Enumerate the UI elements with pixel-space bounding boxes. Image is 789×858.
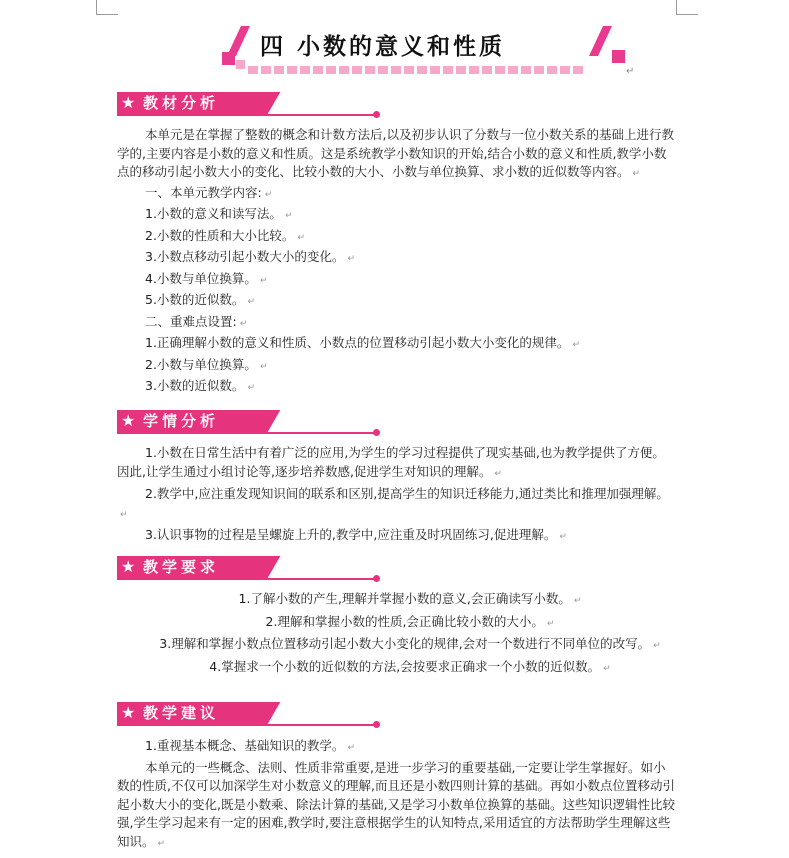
title-decor-square [236,60,245,69]
section-header-student-analysis [117,410,387,434]
section-title: 学情分析 [143,412,220,430]
subheading: 一、本单元教学内容: ↵ [117,184,677,205]
paragraph: 2.教学中,应注重发现知识间的联系和区别,提高学生的知识迁移能力,通过类比和推理加强理解。 ↵ [117,485,677,524]
section-body-textbook-analysis [117,126,677,398]
list-item: 1.小数的意义和读写法。 ↵ [117,205,677,226]
chapter-title: 四 小数的意义和性质 [260,33,506,60]
section-title: 教学要求 [143,558,220,576]
title-decor-square [222,52,235,65]
star-icon: ★ [121,703,136,722]
paragraph: 3.认识事物的过程是呈螺旋上升的,教学中,应注重及时巩固练习,促进理解。 ↵ [117,526,677,547]
title-decor-dots [248,66,583,74]
section-header-textbook-analysis [117,92,387,116]
section-body-teaching-requirements [140,590,680,678]
crop-mark-top-left-h [96,14,118,15]
subheading: 二、重难点设置: ↵ [117,313,677,334]
list-item: 1.正确理解小数的意义和性质、小数点的位置移动引起小数大小变化的规律。 ↵ [117,334,677,355]
star-icon: ★ [121,411,136,430]
list-item: 5.小数的近似数。 ↵ [117,291,677,312]
paragraph: 1.重视基本概念、基础知识的教学。 ↵ [117,737,677,758]
section-body-student-analysis [117,444,677,547]
section-body-teaching-suggestions [117,737,677,853]
crop-mark-top-left-v [96,0,97,14]
section-title: 教材分析 [143,94,220,112]
list-item: 2.小数的性质和大小比较。 ↵ [117,227,677,248]
paragraph-mark: ↵ [626,66,635,77]
paragraph: 1.小数在日常生活中有着广泛的应用,为学生的学习过程提供了现实基础,也为教学提供了方便。因此,让学生通过小组讨论等,逐步培养数感,促进学生对知识的理解。 ↵ [117,444,677,483]
crop-mark-top-right-v [676,0,677,14]
chapter-title-banner [220,22,630,80]
list-item: 1.了解小数的产生,理解并掌握小数的意义,会正确读写小数。 ↵ [140,590,680,611]
section-header-teaching-requirements [117,556,387,580]
list-item: 3.小数的近似数。 ↵ [117,377,677,398]
section-header-teaching-suggestions [117,702,387,726]
list-item: 2.小数与单位换算。 ↵ [117,356,677,377]
crop-mark-top-right-h [676,14,698,15]
list-item: 2.理解和掌握小数的性质,会正确比较小数的大小。 ↵ [140,613,680,634]
list-item: 3.理解和掌握小数点位置移动引起小数大小变化的规律,会对一个数进行不同单位的改写。 ↵ [140,635,680,656]
star-icon: ★ [121,557,136,576]
list-item: 4.掌握求一个小数的近似数的方法,会按要求正确求一个小数的近似数。 ↵ [140,658,680,679]
paragraph: 本单元是在掌握了整数的概念和计数方法后,以及初步认识了分数与一位小数关系的基础上进行教学的,主要内容是小数的意义和性质。这是系统教学小数知识的开始,结合小数的意义和性质,教学小数点的移动引起小数大小的变化、比较小数的大小、小数与单位换算、求小数的近似数等内容。 ↵ [117,126,677,184]
list-item: 3.小数点移动引起小数大小的变化。 ↵ [117,248,677,269]
list-item: 4.小数与单位换算。 ↵ [117,270,677,291]
title-decor-square [612,50,625,63]
star-icon: ★ [121,93,136,112]
section-title: 教学建议 [143,704,220,722]
paragraph: 本单元的一些概念、法则、性质非常重要,是进一步学习的重要基础,一定要让学生掌握好。如小数的性质,不仅可以加深学生对小数意义的理解,而且还是小数四则计算的基础。再如小数点位置移动引起小数大小的变化,既是小数乘、除法计算的基础,又是学习小数单位换算的基础。这些知识逻辑性比较强,学生学习起来有一定的困难,教学时,要注意根据学生的认知特点,采用适宜的方法帮助学生理解这些知识。 ↵ [117,759,677,854]
title-decor-slash-right [589,26,612,56]
